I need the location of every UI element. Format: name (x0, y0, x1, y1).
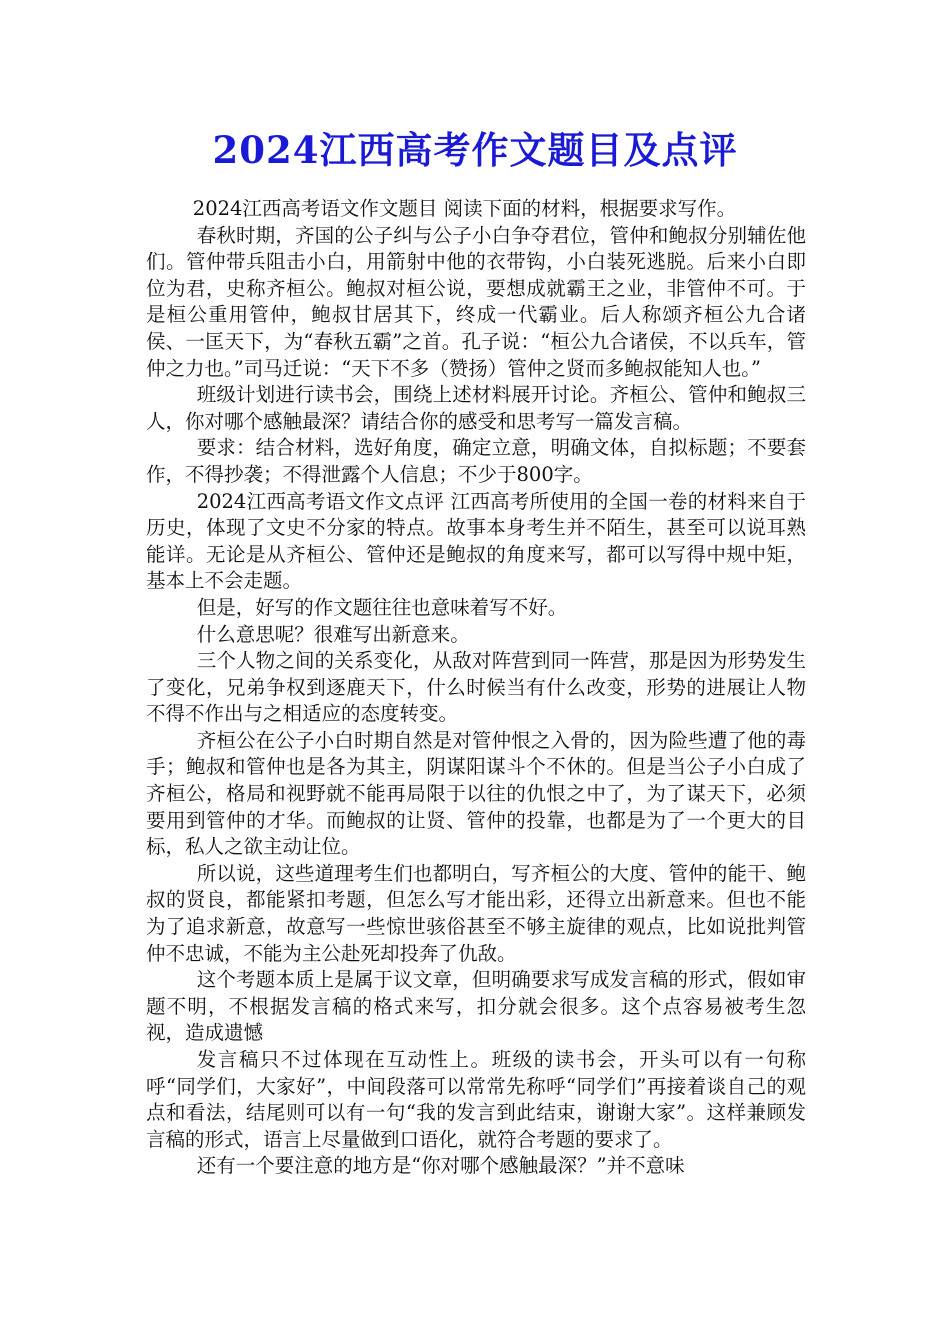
paragraph: 齐桓公在公子小白时期自然是对管仲恨之入骨的，因为险些遭了他的毒手；鲍叔和管仲也是各为其主，阴谋阳谋斗个不休的。但是当公子小白成了齐桓公，格局和视野就不能再局限于以往的仇恨之中了，为了谋天下，必须要用到管仲的才华。而鲍叔的让贤、管仲的投靠，也都是为了一个更大的目标，私人之欲主动让位。 (146, 728, 806, 859)
paragraph: 还有一个要注意的地方是“你对哪个感触最深？”并不意味 (196, 1154, 685, 1178)
document-title: 2024江西高考作文题目及点评 (212, 128, 738, 172)
paragraph-requirements: 要求：结合材料，选好角度，确定立意，明确文体，自拟标题；不要套作，不得抄袭；不得泄露个人信息；不少于800字。 (146, 436, 806, 486)
paragraph: 什么意思呢？很难写出新意来。 (196, 622, 470, 646)
document-body (146, 196, 806, 1180)
paragraph: 发言稿只不过体现在互动性上。班级的读书会，开头可以有一句称呼“同学们，大家好”，中间段落可以常常先称呼“同学们”再接着谈自己的观点和看法，结尾则可以有一句“我的发言到此结束，谢谢大家”。这样兼顾发言稿的形式，语言上尽量做到口语化，就符合考题的要求了。 (146, 1048, 806, 1151)
paragraph-commentary-intro: 2024江西高考语文作文点评 江西高考所使用的全国一卷的材料来自于历史，体现了文史不分家的特点。故事本身考生并不陌生，甚至可以说耳熟能详。无论是从齐桓公、管仲还是鲍叔的角度来写，都可以写得中规中矩，基本上不会走题。 (146, 489, 806, 593)
paragraph: 这个考题本质上是属于议文章，但明确要求写成发言稿的形式，假如审题不明，不根据发言稿的格式来写，扣分就会很多。这个点容易被考生忽视，造成遗憾 (146, 968, 806, 1045)
paragraph: 三个人物之间的关系变化，从敌对阵营到同一阵营，那是因为形势发生了变化，兄弟争权到逐鹿天下，什么时候当有什么改变，形势的进展让人物不得不作出与之相适应的态度转变。 (146, 649, 806, 726)
paragraph: 所以说，这些道理考生们也都明白，写齐桓公的大度、管仲的能干、鲍叔的贤良，都能紧扣考题，但怎么写才能出彩，还得立出新意来。但也不能为了追求新意，故意写一些惊世骇俗甚至不够主旋律的观点，比如说批判管仲不忠诚，不能为主公赴死却投奔了仇敌。 (146, 861, 806, 965)
paragraph-task: 班级计划进行读书会，围绕上述材料展开讨论。齐桓公、管仲和鲍叔三人，你对哪个感触最深？请结合你的感受和思考写一篇发言稿。 (146, 383, 806, 433)
paragraph-prompt-intro: 2024江西高考语文作文题目 阅读下面的材料，根据要求写作。 (192, 197, 737, 220)
paragraph: 但是，好写的作文题往往也意味着写不好。 (196, 595, 568, 619)
paragraph-material: 春秋时期，齐国的公子纠与公子小白争夺君位，管仲和鲍叔分别辅佐他们。管仲带兵阻击小白，用箭射中他的衣带钩，小白装死逃脱。后来小白即位为君，史称齐桓公。鲍叔对桓公说，要想成就霸王之业，非管仲不可。于是桓公重用管仲，鲍叔甘居其下，终成一代霸业。后人称颂齐桓公九合诸侯、一匡天下，为“春秋五霸”之首。孔子说：“桓公九合诸侯，不以兵车，管仲之力也。”司马迁说：“天下不多（赞扬）管仲之贤而多鲍叔能知人也。” (146, 223, 806, 380)
